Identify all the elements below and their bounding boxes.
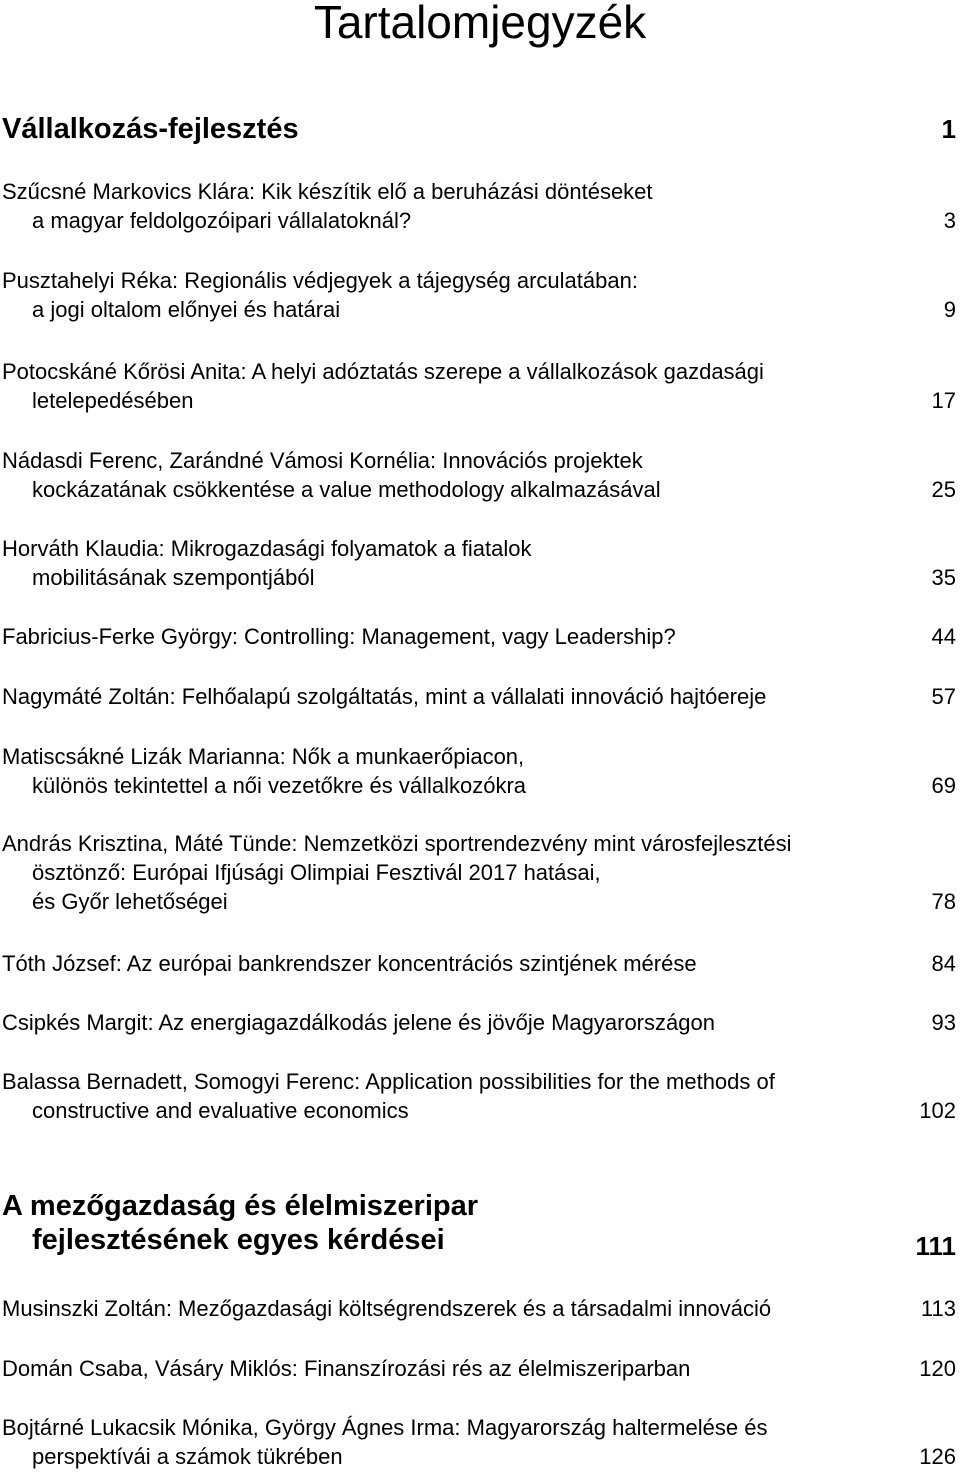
- entry-line: Horváth Klaudia: Mikrogazdasági folyamatok a fiatalok: [2, 536, 532, 561]
- entry-line: letelepedésében: [32, 388, 194, 413]
- entry-page-number: 44: [931, 624, 956, 649]
- section-heading-line: fejlesztésének egyes kérdései: [32, 1224, 445, 1256]
- entry-line: ösztönző: Európai Ifjúsági Olimpiai Fesztivál 2017 hatásai,: [32, 860, 601, 885]
- entry-line: Domán Csaba, Vásáry Miklós: Finanszírozási rés az élelmiszeriparban: [2, 1356, 691, 1381]
- entry-line: Nádasdi Ferenc, Zarándné Vámosi Kornélia: Innovációs projektek: [2, 448, 643, 473]
- entry-line: constructive and evaluative economics: [32, 1098, 409, 1123]
- entry-line: András Krisztina, Máté Tünde: Nemzetközi sportrendezvény mint városfejlesztési: [2, 831, 792, 856]
- entry-page-number: 84: [931, 951, 956, 976]
- section-heading: [2, 1189, 478, 1257]
- toc-entry: [2, 177, 958, 235]
- entry-page-number: 69: [931, 773, 956, 798]
- entry-page-number: 57: [931, 684, 956, 709]
- toc-entry: [2, 1008, 958, 1037]
- entry-page-number: 25: [931, 477, 956, 502]
- entry-line: Musinszki Zoltán: Mezőgazdasági költségrendszerek és a társadalmi innováció: [2, 1296, 772, 1321]
- entry-page-number: 9: [943, 297, 956, 322]
- toc-entry: [2, 682, 958, 711]
- toc-entry: [2, 446, 958, 504]
- entry-line: és Győr lehetőségei: [32, 889, 228, 914]
- entry-line: Csipkés Margit: Az energiagazdálkodás jelene és jövője Magyarországon: [2, 1010, 715, 1035]
- entry-line: a jogi oltalom előnyei és határai: [32, 297, 341, 322]
- entry-page-number: 126: [919, 1444, 956, 1469]
- entry-page-number: 102: [919, 1098, 956, 1123]
- section-heading-line: Vállalkozás-fejlesztés: [2, 113, 299, 145]
- entry-page-number: 35: [931, 565, 956, 590]
- entry-line: perspektívái a számok tükrében: [32, 1444, 343, 1469]
- toc-entry: [2, 622, 958, 651]
- entry-page-number: 17: [931, 388, 956, 413]
- toc-entry: [2, 534, 958, 592]
- entry-page-number: 3: [943, 208, 956, 233]
- toc-entry: [2, 1294, 958, 1323]
- toc-entry: [2, 949, 958, 978]
- toc-entry: [2, 1413, 958, 1471]
- entry-line: Szűcsné Markovics Klára: Kik készítik elő a beruházási döntéseket: [2, 179, 653, 204]
- entry-page-number: 113: [920, 1296, 956, 1321]
- entry-page-number: 78: [931, 889, 956, 914]
- entry-line: kockázatának csökkentése a value methodology alkalmazásával: [32, 477, 661, 502]
- section-heading: [2, 112, 299, 146]
- toc-entry: [2, 829, 958, 916]
- entry-line: Pusztahelyi Réka: Regionális védjegyek a tájegység arculatában:: [2, 268, 638, 293]
- entry-line: Nagymáté Zoltán: Felhőalapú szolgáltatás, mint a vállalati innováció hajtóereje: [2, 684, 767, 709]
- entry-line: különös tekintettel a női vezetőkre és vállalkozókra: [32, 773, 527, 798]
- entry-line: Matiscsákné Lizák Marianna: Nők a munkaerőpiacon,: [2, 744, 525, 769]
- toc-entry: [2, 742, 958, 800]
- toc-entry: [2, 266, 958, 324]
- toc-entry: [2, 1067, 958, 1125]
- entry-line: Bojtárné Lukacsik Mónika, György Ágnes Irma: Magyarország haltermelése és: [2, 1415, 768, 1440]
- entry-line: Tóth József: Az európai bankrendszer koncentrációs szintjének mérése: [2, 951, 697, 976]
- entry-line: a magyar feldolgozóipari vállalatoknál?: [32, 208, 412, 233]
- entry-page-number: 93: [931, 1010, 956, 1035]
- section-page-number: 111: [915, 1231, 956, 1261]
- entry-line: Balassa Bernadett, Somogyi Ferenc: Application possibilities for the methods of: [2, 1069, 775, 1094]
- toc-entry: [2, 357, 958, 415]
- entry-line: mobilitásának szempontjából: [32, 565, 315, 590]
- entry-line: Potocskáné Kőrösi Anita: A helyi adóztatás szerepe a vállalkozások gazdasági: [2, 359, 764, 384]
- section-heading-line: A mezőgazdaság és élelmiszeripar: [2, 1190, 479, 1222]
- entry-page-number: 120: [919, 1356, 956, 1381]
- page-title: Tartalomjegyzék: [313, 0, 647, 48]
- entry-line: Fabricius-Ferke György: Controlling: Management, vagy Leadership?: [2, 624, 676, 649]
- toc-entry: [2, 1354, 958, 1383]
- section-page-number: 1: [941, 114, 956, 144]
